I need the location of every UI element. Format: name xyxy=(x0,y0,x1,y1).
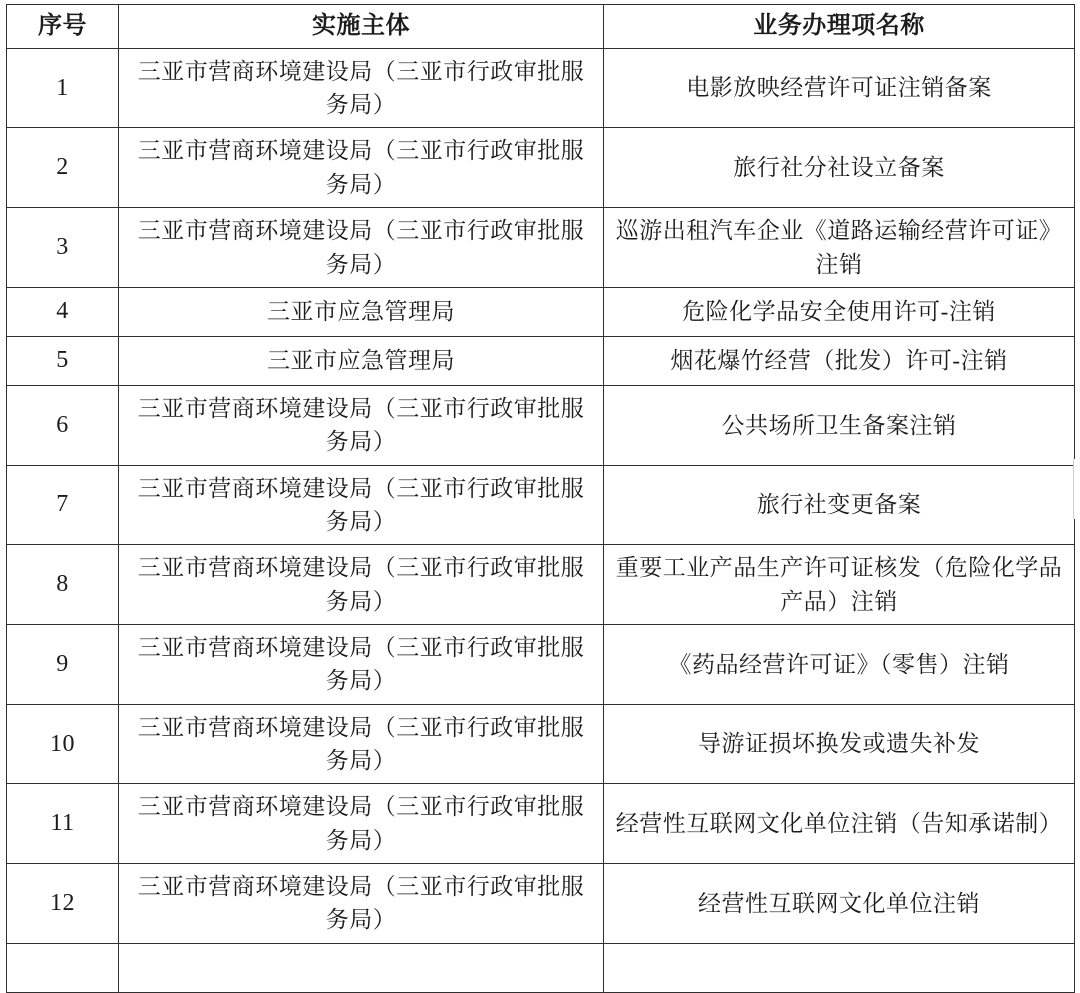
cell-item: 电影放映经营许可证注销备案 xyxy=(604,48,1075,128)
table-row xyxy=(7,465,1075,545)
cell-subject: 三亚市营商环境建设局（三亚市行政审批服务局） xyxy=(119,863,604,943)
cell-item: 重要工业产品生产许可证核发（危险化学品产品）注销 xyxy=(604,545,1075,625)
table-row xyxy=(7,208,1075,288)
table-row xyxy=(7,545,1075,625)
cell-subject: 三亚市营商环境建设局（三亚市行政审批服务局） xyxy=(119,465,604,545)
cell-number: 6 xyxy=(7,385,119,465)
cell-number: 9 xyxy=(7,624,119,704)
page-edge-mark xyxy=(1073,459,1080,519)
cell-number: 7 xyxy=(7,465,119,545)
table-header xyxy=(7,5,1075,49)
cell-subject: 三亚市营商环境建设局（三亚市行政审批服务局） xyxy=(119,48,604,128)
cell-subject: 三亚市营商环境建设局（三亚市行政审批服务局） xyxy=(119,784,604,864)
cell-subject xyxy=(119,943,604,992)
business-items-table xyxy=(6,4,1075,993)
cell-subject: 三亚市营商环境建设局（三亚市行政审批服务局） xyxy=(119,624,604,704)
table-row xyxy=(7,784,1075,864)
document-page xyxy=(0,4,1080,953)
table-row-partial xyxy=(7,943,1075,992)
table-header-row xyxy=(7,5,1075,49)
table-row xyxy=(7,48,1075,128)
cell-item: 巡游出租汽车企业《道路运输经营许可证》注销 xyxy=(604,208,1075,288)
table-row xyxy=(7,863,1075,943)
table-row xyxy=(7,128,1075,208)
cell-item xyxy=(604,943,1075,992)
cell-number: 2 xyxy=(7,128,119,208)
cell-subject: 三亚市营商环境建设局（三亚市行政审批服务局） xyxy=(119,704,604,784)
cell-subject: 三亚市营商环境建设局（三亚市行政审批服务局） xyxy=(119,545,604,625)
cell-number: 11 xyxy=(7,784,119,864)
table-row xyxy=(7,336,1075,385)
cell-number: 8 xyxy=(7,545,119,625)
column-header-number: 序号 xyxy=(7,5,119,49)
table-body xyxy=(7,48,1075,992)
cell-subject: 三亚市应急管理局 xyxy=(119,287,604,336)
table-row xyxy=(7,624,1075,704)
column-header-subject: 实施主体 xyxy=(119,5,604,49)
cell-item: 经营性互联网文化单位注销（告知承诺制） xyxy=(604,784,1075,864)
table-row xyxy=(7,287,1075,336)
cell-number: 3 xyxy=(7,208,119,288)
cell-item: 旅行社变更备案 xyxy=(604,465,1075,545)
cell-item: 旅行社分社设立备案 xyxy=(604,128,1075,208)
cell-number: 4 xyxy=(7,287,119,336)
table-row xyxy=(7,385,1075,465)
cell-item: 公共场所卫生备案注销 xyxy=(604,385,1075,465)
column-header-item: 业务办理项名称 xyxy=(604,5,1075,49)
cell-item: 烟花爆竹经营（批发）许可-注销 xyxy=(604,336,1075,385)
cell-item: 导游证损坏换发或遗失补发 xyxy=(604,704,1075,784)
cell-subject: 三亚市营商环境建设局（三亚市行政审批服务局） xyxy=(119,128,604,208)
cell-subject: 三亚市营商环境建设局（三亚市行政审批服务局） xyxy=(119,208,604,288)
cell-number xyxy=(7,943,119,992)
cell-number: 12 xyxy=(7,863,119,943)
cell-subject: 三亚市营商环境建设局（三亚市行政审批服务局） xyxy=(119,385,604,465)
table-row xyxy=(7,704,1075,784)
cell-item: 危险化学品安全使用许可-注销 xyxy=(604,287,1075,336)
cell-number: 5 xyxy=(7,336,119,385)
cell-number: 1 xyxy=(7,48,119,128)
cell-subject: 三亚市应急管理局 xyxy=(119,336,604,385)
cell-number: 10 xyxy=(7,704,119,784)
cell-item: 《药品经营许可证》（零售）注销 xyxy=(604,624,1075,704)
cell-item: 经营性互联网文化单位注销 xyxy=(604,863,1075,943)
